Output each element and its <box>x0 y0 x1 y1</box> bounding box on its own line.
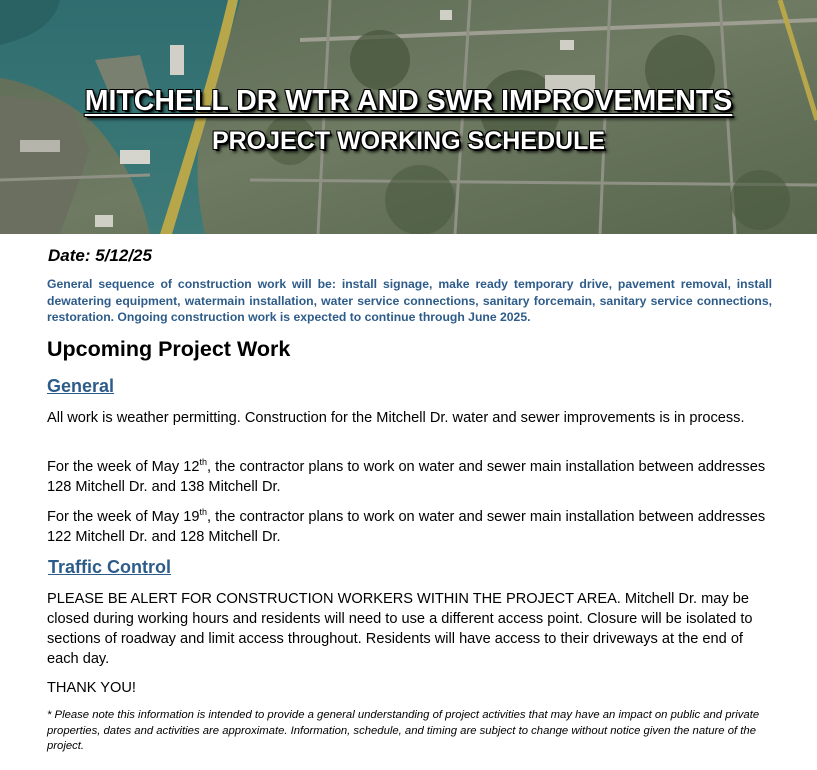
upcoming-work-heading: Upcoming Project Work <box>47 337 291 361</box>
schedule-date: Date: 5/12/25 <box>48 246 152 265</box>
ordinal-suffix: th <box>199 507 208 518</box>
aerial-banner <box>0 0 817 234</box>
project-title: MITCHELL DR WTR AND SWR IMPROVEMENTS <box>84 85 733 117</box>
traffic-control-paragraph: PLEASE BE ALERT FOR CONSTRUCTION WORKERS WITHIN THE PROJECT AREA. Mitchell Dr. may be closed during working hours and residents will need to use a different access point. Closure will be isolated to sections of roadway and limit access throughout. Residents will have access to their driveways at the end of each day. <box>47 591 753 667</box>
general-heading: General <box>47 376 115 396</box>
general-paragraph-week-may-12 <box>47 457 772 497</box>
general-paragraph-week-may-19 <box>47 507 772 547</box>
traffic-control-heading: Traffic Control <box>48 557 172 577</box>
general-paragraph-weather: All work is weather permitting. Construction for the Mitchell Dr. water and sewer improvements is in process. <box>47 410 745 426</box>
thank-you-text: THANK YOU! <box>47 680 136 696</box>
week-text: For the week of May 12 <box>47 459 200 475</box>
week-detail-text: , the contractor plans to work on water and sewer main installation between addresses 122 Mitchell Dr. and 128 Mitchell Dr. <box>47 509 766 545</box>
construction-sequence-text: General sequence of construction work will be: install signage, make ready temporary drive, pavement removal, install dewatering equipment, watermain installation, water service connections, sanitary forcemain, sanitary service connections, restoration. Ongoing construction work is expected to continue through June 2025. <box>47 277 772 324</box>
disclaimer-note: * Please note this information is intended to provide a general understanding of project activities that may have an impact on public and private properties, dates and activities are approximate. Information, schedule, and timing are subject to change without notice given the nature of the project. <box>47 709 760 752</box>
week-detail-text: , the contractor plans to work on water and sewer main installation between addresses 128 Mitchell Dr. and 138 Mitchell Dr. <box>47 459 766 495</box>
ordinal-suffix: th <box>199 457 208 468</box>
week-text: For the week of May 19 <box>47 509 200 525</box>
project-subtitle: PROJECT WORKING SCHEDULE <box>211 127 606 155</box>
